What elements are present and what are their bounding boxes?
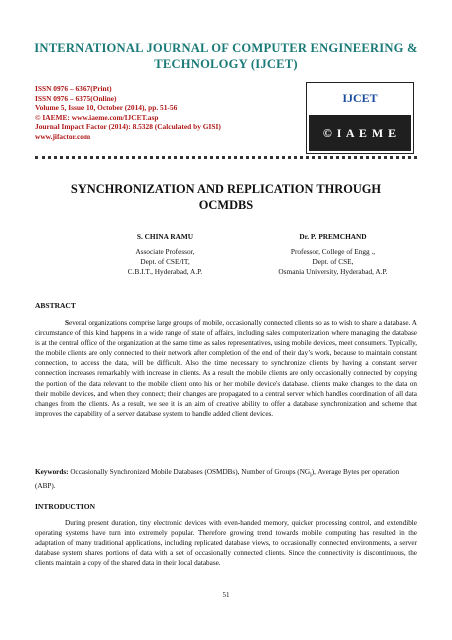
author-2-line1: Professor, College of Engg ., [290, 247, 376, 256]
ijcet-logo [306, 82, 414, 154]
abstract-text [35, 318, 417, 419]
keywords-label: Keywords: [35, 468, 69, 476]
abstract-body: everal organizations comprise large groups of mobile, occasionally connected clients so as to wish to share a database. A circumstance of this kind happens in a wide range of state of affairs, including sales computerization where managing the database is at the central office of the organization at the same time as sales representatives, using mobile devices, meet consumers. Typically, the mobile clients are only connected to their network after completion of the end of their day’s work, because to maintain constant connection, to access the data, will be difficult. Also the time necessary to synchronize clients by having a constant server connection increases remarkably with increase in clients. As a result the mobile clients are only occasionally connected by copying the portion of the data relevant to the mobile client onto his or her mobile device's database. clients make changes to the data on their mobile devices, and when they connect; their changes are propagated to a central server which handles coordination of all data changes from the clients. As a result, we see it is an aim of creative ability to offer a database synchronization and scheme that improves the capability of a server database system to handle added client devices. [35, 319, 417, 418]
author-1-name: S. CHINA RAMU [136, 232, 194, 241]
paper-title [0, 181, 452, 213]
keywords-subscript: i [310, 472, 312, 479]
jifactor-link[interactable]: www.jifactor.com [35, 131, 91, 141]
iaeme-link[interactable]: www.iaeme.com/IJCET.asp [71, 112, 159, 122]
journal-title-line2: TECHNOLOGY (IJCET) [154, 57, 298, 71]
iaeme-line [35, 113, 221, 123]
author-2-line2: Dept. of CSE, [312, 257, 354, 266]
paper-title-line1: SYNCHRONIZATION AND REPLICATION THROUGH [70, 182, 382, 196]
issn-block [35, 84, 221, 142]
author-1-line1: Associate Professor, [135, 247, 195, 256]
journal-title [0, 40, 452, 72]
keywords-text-end: ), Average Bytes per operation (ABP). [35, 468, 400, 490]
author-2-line3: Osmania University, Hyderabad, A.P. [278, 267, 388, 276]
keywords-text: Occasionally Synchronized Mobile Databases (OSMDBs), Number of Groups (NG [68, 468, 311, 476]
logo-ijcet-text: IJCET [342, 91, 378, 105]
abstract-heading: ABSTRACT [35, 301, 76, 310]
volume-info: Volume 5, Issue 10, October (2014), pp. 51-56 [35, 103, 178, 113]
introduction-text: During present duration, tiny electronic devices with even-handed memory, quicker processing control, and extendible operating systems have turn into extremely popular. Therefore growing trend towards mobile computing has resulted in the adaptation of many traditional applications, including replicated database views, to occasionally connected environments, a server database system shares portions of data with a set of occasionally connected clients. Since the connectivity is discontinuous, the clients maintain a copy of the shared data in their local database. [35, 519, 417, 568]
iaeme-prefix: © IAEME: [35, 112, 72, 122]
introduction-heading: INTRODUCTION [35, 502, 96, 511]
keywords [35, 467, 417, 491]
page-number: 51 [222, 591, 230, 599]
jifactor-line [35, 132, 221, 142]
abstract-dropcap: S [65, 319, 69, 327]
author-1-line2: Dept. of CSE/IT, [140, 257, 190, 266]
issn-online: ISSN 0976 – 6375(Online) [35, 93, 117, 103]
author-1 [100, 232, 230, 277]
author-1-line3: C.B.I.T., Hyderabad, A.P. [127, 267, 203, 276]
logo-iaeme-text: © I A E M E [309, 115, 411, 151]
impact-factor: Journal Impact Factor (2014): 8.5328 (Calculated by GISI) [35, 122, 221, 132]
author-2 [248, 232, 418, 277]
issn-print: ISSN 0976 – 6367(Print) [35, 84, 112, 93]
author-2-name: Dr. P. PREMCHAND [299, 232, 367, 241]
journal-title-line1: INTERNATIONAL JOURNAL OF COMPUTER ENGINEERING & [34, 41, 418, 55]
paper-title-line2: OCMDBS [198, 198, 254, 212]
dotted-divider [35, 150, 417, 159]
